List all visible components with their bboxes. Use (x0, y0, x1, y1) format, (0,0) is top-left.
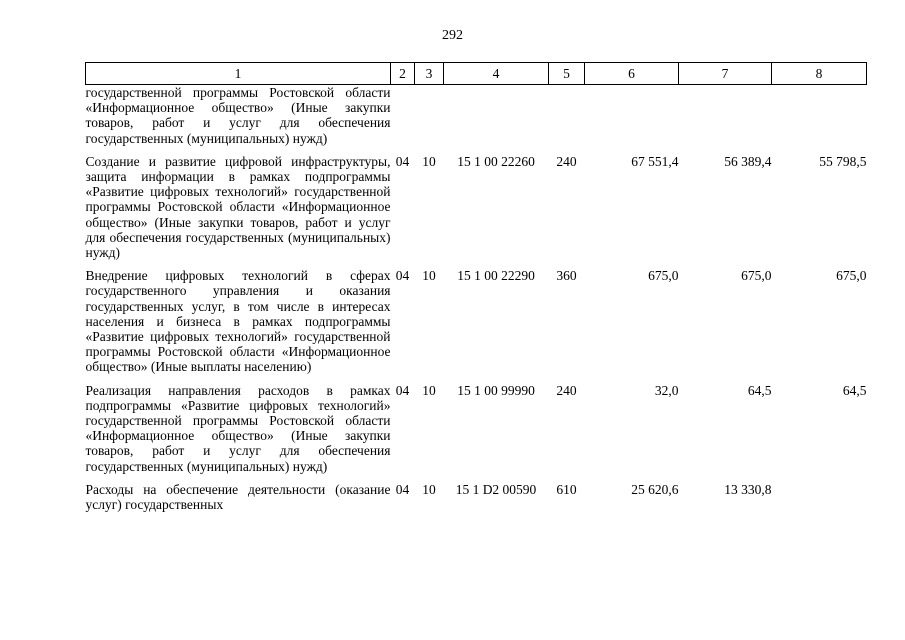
row-section (391, 85, 415, 154)
col-header-8: 8 (772, 63, 867, 85)
row-description: Реализация направления расходов в рамках подпрограммы «Развитие цифровых технологий» государственной программы Ростовской области «Информационное общество» (Иные закупки товаров, работ и услуг для обеспечения государственных (муниципальных) нужд) (85, 382, 391, 474)
row-amount-col7 (679, 85, 772, 154)
row-amount-col8 (772, 482, 867, 520)
row-section: 04 (395, 268, 410, 284)
col-header-3: 3 (415, 63, 444, 85)
row-expense-type: 240 (556, 153, 577, 169)
row-description: Расходы на обеспечение деятельности (оказание услуг) государственных (85, 481, 391, 513)
row-amount-col7: 56 389,4 (724, 153, 772, 169)
table-row (86, 154, 867, 268)
page-number: 292 (442, 28, 463, 43)
row-description: государственной программы Ростовской области «Информационное общество» (Иные закупки товаров, работ и услуг для обеспечения государственных (муниципальных) нужд) (85, 85, 391, 146)
row-amount-col7: 13 330,8 (724, 481, 772, 497)
row-amount-col8: 64,5 (842, 382, 867, 398)
row-target-code: 15 1 D2 00590 (455, 481, 537, 497)
row-description: Создание и развитие цифровой инфраструктуры, защита информации в рамках подпрограммы «Развитие цифровых технологий» государственной программы Ростовской области «Информационное общество» (Иные закупки товаров, работ и услуг для обеспечения государственных (муниципальных) нужд) (85, 153, 391, 261)
budget-table (85, 62, 867, 520)
row-amount-col7: 64,5 (747, 382, 772, 398)
row-target-code: 15 1 00 99990 (457, 382, 535, 398)
row-amount-col7: 675,0 (741, 268, 772, 284)
col-header-1: 1 (86, 63, 391, 85)
row-expense-type: 240 (556, 382, 577, 398)
row-amount-col6: 32,0 (654, 382, 679, 398)
row-target-code: 15 1 00 22260 (457, 153, 535, 169)
col-header-2: 2 (391, 63, 415, 85)
table-row (86, 383, 867, 482)
row-subsection: 10 (422, 382, 436, 398)
row-description: Внедрение цифровых технологий в сферах государственного управления и оказания государственных услуг, в том числе в интересах населения и бизнеса в рамках подпрограммы «Развитие цифровых технологий» государственной программы Ростовской области «Информационное общество» (Иные выплаты населению) (85, 268, 391, 375)
row-amount-col8: 55 798,5 (819, 153, 867, 169)
row-expense-type (549, 85, 585, 154)
row-amount-col8 (772, 85, 867, 154)
row-amount-col6 (585, 85, 679, 154)
col-header-7: 7 (679, 63, 772, 85)
col-header-5: 5 (549, 63, 585, 85)
col-header-4: 4 (444, 63, 549, 85)
row-subsection: 10 (422, 268, 436, 284)
row-amount-col6: 675,0 (648, 268, 679, 284)
row-target-code (444, 85, 549, 154)
header-row (86, 63, 867, 85)
row-subsection: 10 (422, 481, 436, 497)
row-subsection (415, 85, 444, 154)
col-header-6: 6 (585, 63, 679, 85)
row-section: 04 (395, 481, 410, 497)
table-row (86, 482, 867, 520)
table-row (86, 85, 867, 154)
table-row (86, 268, 867, 382)
row-amount-col8: 675,0 (836, 268, 867, 284)
row-section: 04 (395, 382, 410, 398)
row-subsection: 10 (422, 153, 436, 169)
row-expense-type: 610 (556, 481, 577, 497)
row-target-code: 15 1 00 22290 (457, 268, 535, 284)
row-expense-type: 360 (556, 268, 577, 284)
row-amount-col6: 25 620,6 (631, 481, 679, 497)
row-amount-col6: 67 551,4 (631, 153, 679, 169)
row-section: 04 (395, 153, 410, 169)
